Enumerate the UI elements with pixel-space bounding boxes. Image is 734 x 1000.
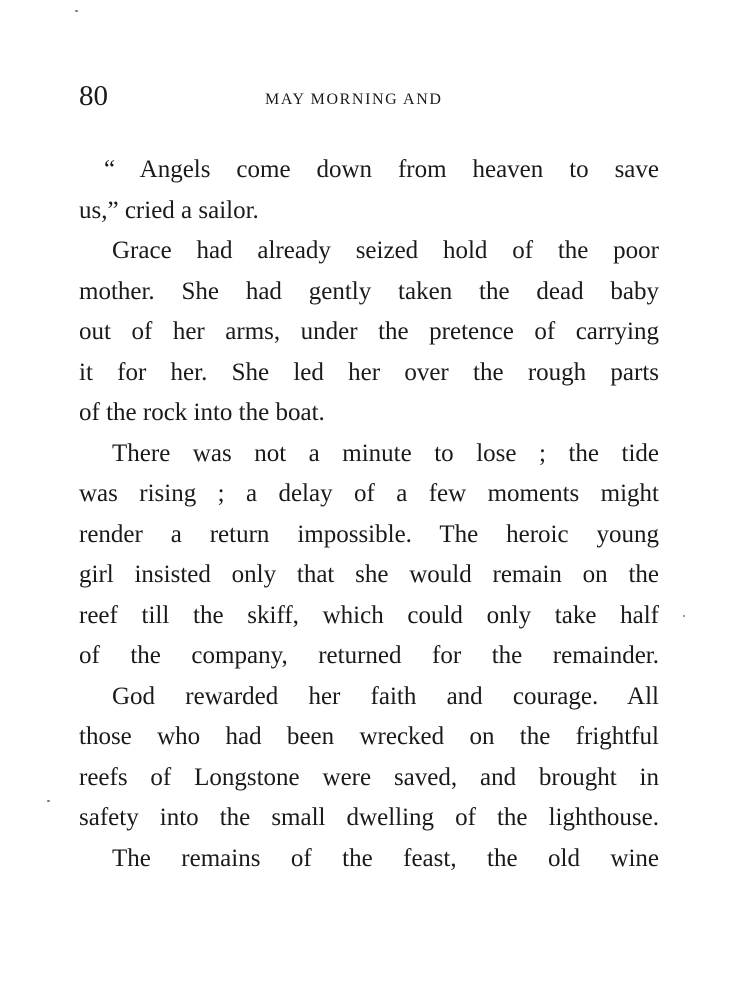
text-line: it for her. She led her over the rough parts bbox=[79, 358, 659, 386]
text-line: reefs of Longstone were saved, and brought in bbox=[79, 763, 659, 791]
print-speck bbox=[75, 10, 78, 12]
text-line: mother. She had gently taken the dead baby bbox=[79, 277, 659, 305]
text-line: out of her arms, under the pretence of carrying bbox=[79, 318, 659, 345]
text-line: render a return impossible. The heroic young bbox=[79, 520, 659, 548]
text-line: of the company, returned for the remainder. bbox=[79, 642, 659, 669]
text-line: was rising ; a delay of a few moments might bbox=[79, 480, 659, 507]
text-line: safety into the small dwelling of the lighthouse. bbox=[79, 804, 659, 831]
text-line: us,” cried a sailor. bbox=[79, 196, 259, 224]
text-line: There was not a minute to lose ; the tide bbox=[112, 439, 659, 467]
text-line: girl insisted only that she would remain on the bbox=[79, 561, 659, 588]
body-text bbox=[79, 150, 659, 879]
text-line: reef till the skiff, which could only take half bbox=[79, 601, 659, 629]
text-line: Grace had already seized hold of the poor bbox=[112, 237, 659, 264]
print-speck bbox=[47, 800, 50, 802]
page-header bbox=[79, 80, 659, 120]
text-line: of the rock into the boat. bbox=[79, 399, 325, 426]
page-number: 80 bbox=[79, 80, 108, 112]
text-line: “ Angels come down from heaven to save bbox=[104, 156, 659, 183]
running-head: MAY MORNING AND bbox=[265, 91, 443, 108]
text-line: God rewarded her faith and courage. All bbox=[112, 682, 659, 710]
text-line: those who had been wrecked on the frightful bbox=[79, 723, 659, 750]
print-speck bbox=[683, 615, 685, 617]
text-line: The remains of the feast, the old wine bbox=[112, 844, 659, 872]
